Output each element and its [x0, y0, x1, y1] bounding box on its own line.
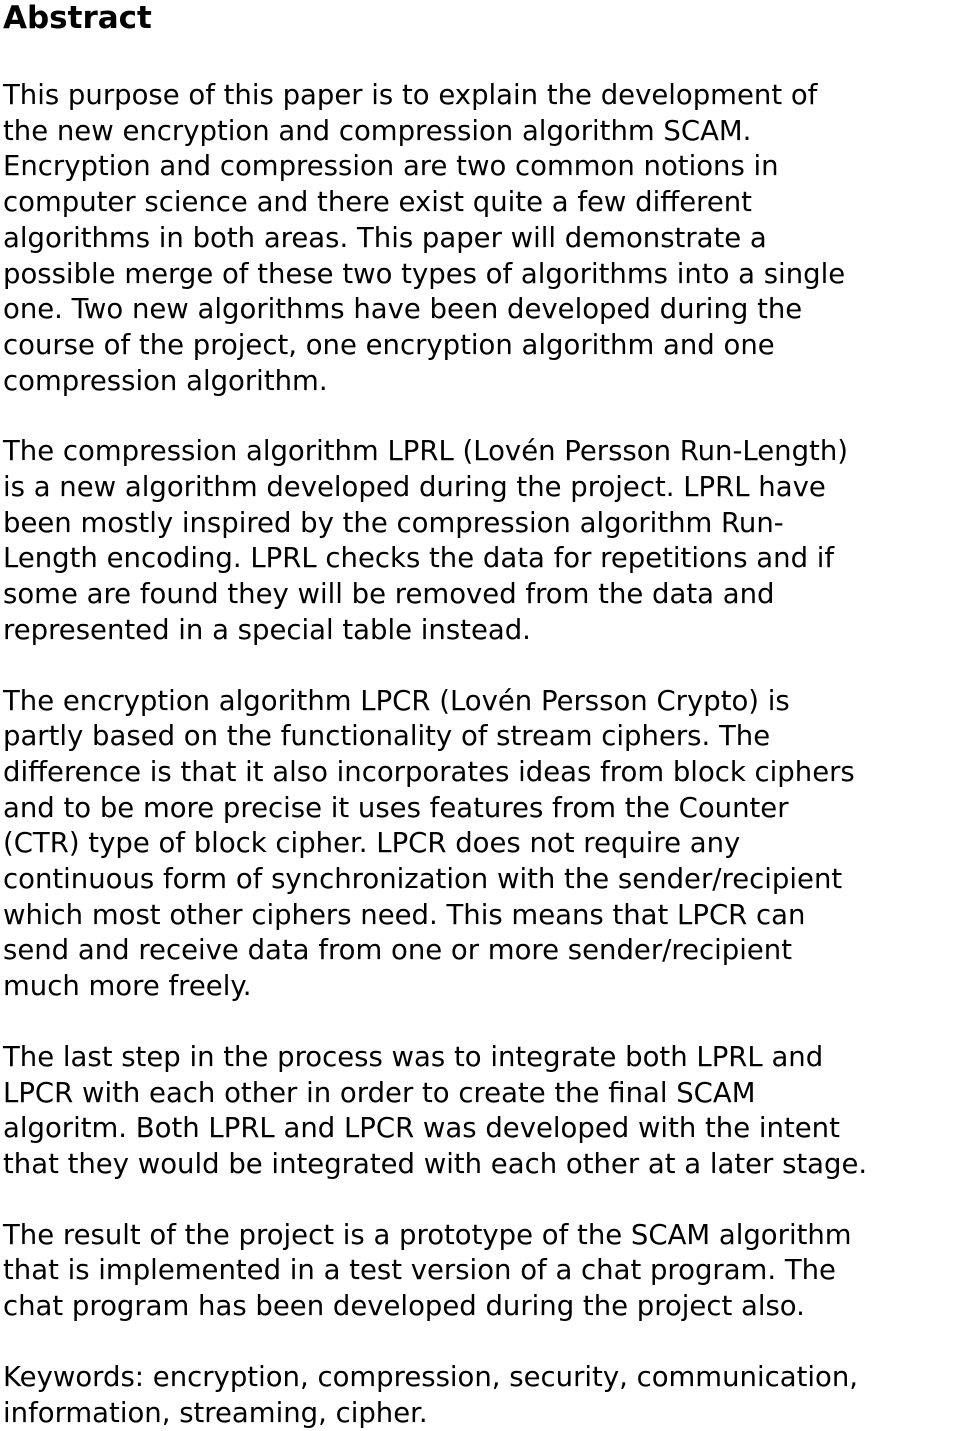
paragraph-keywords: Keywords: encryption, compression, security, communication, information, streaming, cipher. — [3, 1360, 858, 1429]
abstract-body — [3, 78, 956, 1431]
paragraph-result: The result of the project is a prototype of the SCAM algorithm that is implemented in a test version of a chat program. The chat program has been developed during the project also. — [3, 1218, 852, 1323]
paragraph-intro: This purpose of this paper is to explain the development of the new encryption and compression algorithm SCAM. Encryption and compression are two common notions in computer science and there exist quite a few different algorithms in both areas. This paper will demonstrate a possible merge of these two types of algorithms into a single one. Two new algorithms have been developed during the course of the project, one encryption algorithm and one compression algorithm. — [3, 79, 846, 397]
paragraph-lpcr: The encryption algorithm LPCR (Lovén Persson Crypto) is partly based on the functionality of stream ciphers. The difference is that it also incorporates ideas from block ciphers and to be more precise it uses features from the Counter (CTR) type of block cipher. LPCR does not require any continuous form of synchronization with the sender/recipient which most other ciphers need. This means that LPCR can send and receive data from one or more sender/recipient much more freely. — [3, 684, 855, 1003]
abstract-heading: Abstract — [3, 0, 152, 36]
paragraph-integration: The last step in the process was to integrate both LPRL and LPCR with each other in order to create the final SCAM algoritm. Both LPRL and LPCR was developed with the intent that they would be integrated with each other at a later stage. — [3, 1040, 868, 1180]
paragraph-lprl: The compression algorithm LPRL (Lovén Persson Run-Length) is a new algorithm developed during the project. LPRL have been mostly inspired by the compression algorithm Run- Length encoding. LPRL checks the data for repetitions and if some are found they will be removed from the data and represented in a special table instead. — [3, 435, 848, 646]
